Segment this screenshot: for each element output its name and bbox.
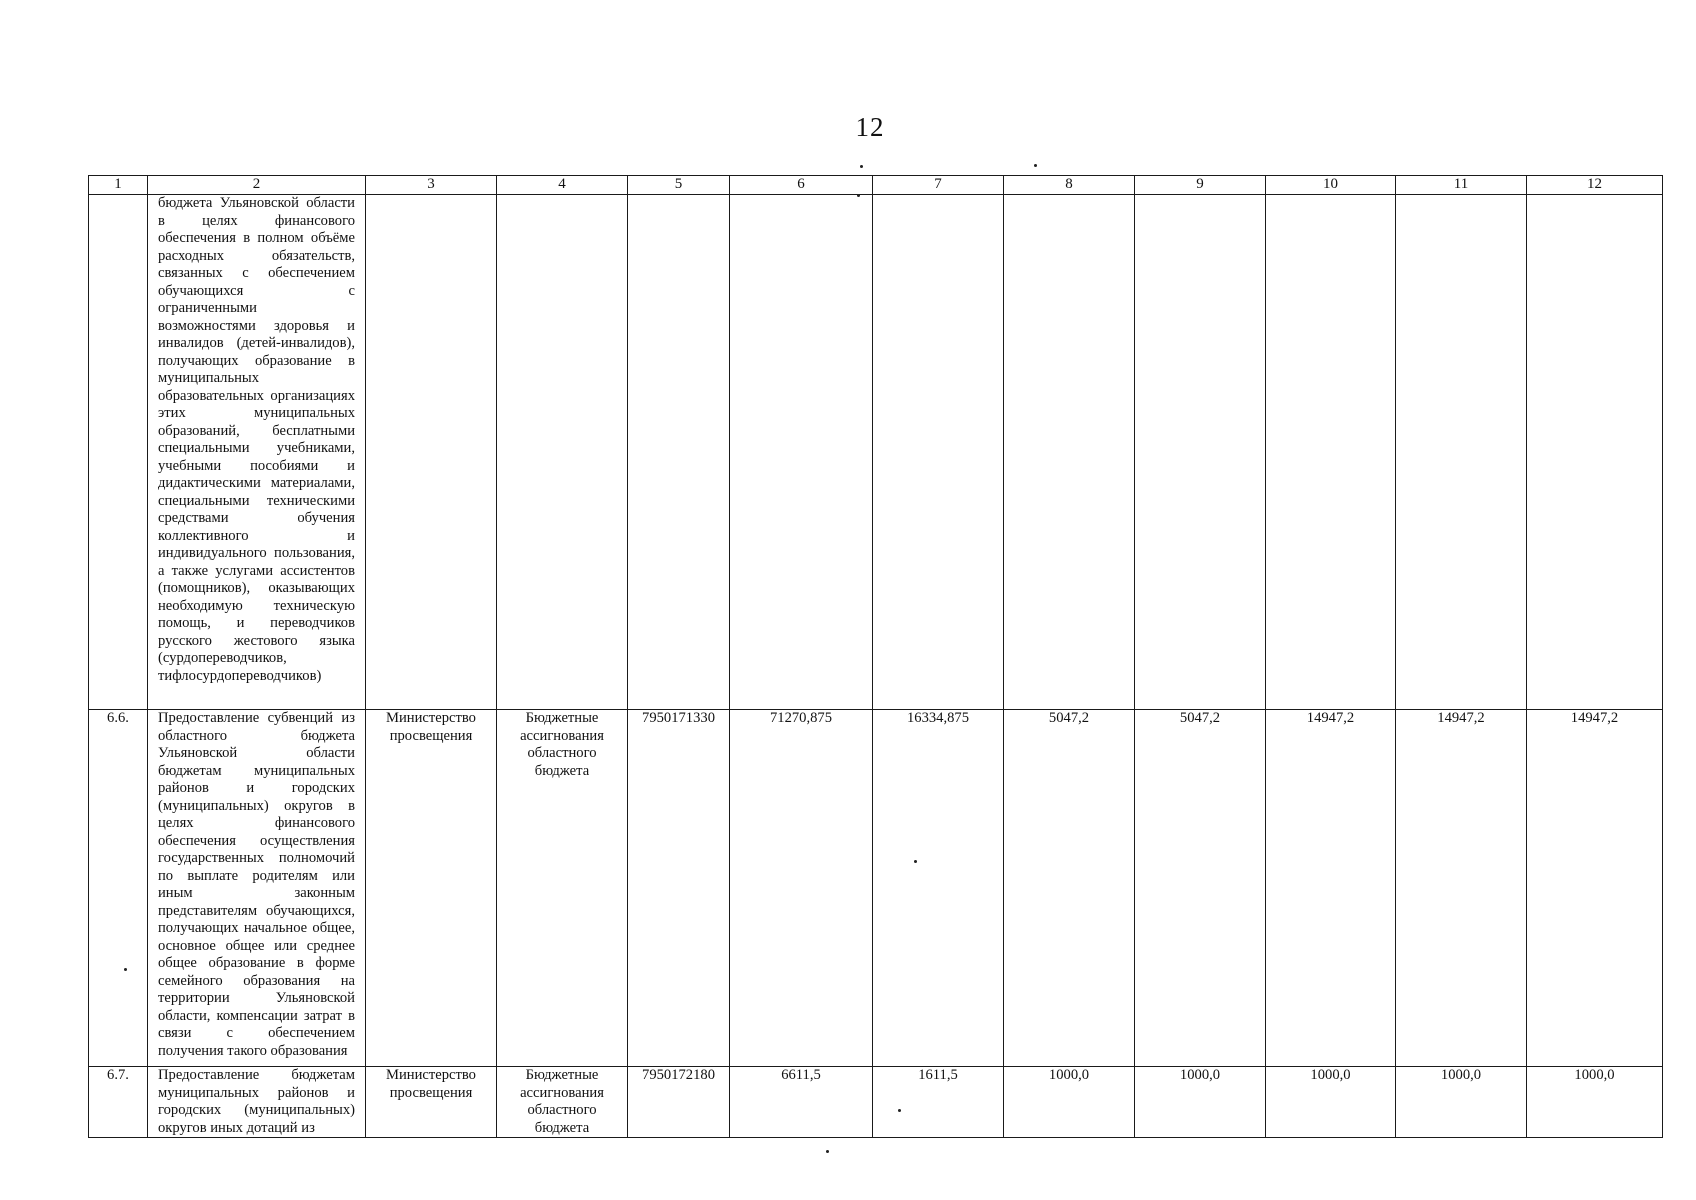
executor-cell [366, 195, 497, 710]
amount-cell: 1000,0 [1004, 1067, 1135, 1138]
budget-code-cell: 7950171330 [628, 710, 730, 1067]
table-row [89, 710, 1663, 1067]
measure-description: бюджета Ульяновской области в целях финансового обеспечения в полном объёме расходных обязательств, связанных с обеспечением обучающихся с ограниченными возможностями здоровья и инвалидов (детей-инвалидов), получающих образование в муниципальных образовательных организациях этих муниципальных образований, бесплатными специальными учебниками, учебными пособиями и дидактическими материалами, специальными техническими средствами обучения коллективного и индивидуального пользования, а также услугами ассистентов (помощников), оказывающих необходимую техническую помощь, и переводчиков русского жестового языка (сурдопереводчиков, тифлосурдопереводчиков) [148, 195, 366, 710]
amount-cell: 14947,2 [1396, 710, 1527, 1067]
amount-cell: 5047,2 [1004, 710, 1135, 1067]
amount-cell: 1000,0 [1396, 1067, 1527, 1138]
funding-source-cell: Бюджетные ассигнования областного бюджета [497, 1067, 628, 1138]
total-amount-cell: 6611,5 [730, 1067, 873, 1138]
executor-cell: Министерство просвещения [366, 710, 497, 1067]
scan-speck [898, 1109, 901, 1112]
column-number: 5 [628, 176, 730, 195]
scan-speck [124, 968, 127, 971]
column-number: 7 [873, 176, 1004, 195]
amount-cell: 1000,0 [1135, 1067, 1266, 1138]
scan-speck [826, 1150, 829, 1153]
amount-cell: 1000,0 [1266, 1067, 1396, 1138]
scan-speck [1034, 164, 1037, 167]
budget-code-cell [628, 195, 730, 710]
column-number: 11 [1396, 176, 1527, 195]
column-number: 1 [89, 176, 148, 195]
column-number: 6 [730, 176, 873, 195]
column-number: 3 [366, 176, 497, 195]
total-amount-cell: 71270,875 [730, 710, 873, 1067]
amount-cell: 5047,2 [1135, 710, 1266, 1067]
funding-source-cell [497, 195, 628, 710]
column-number: 4 [497, 176, 628, 195]
amount-cell [873, 195, 1004, 710]
budget-code-cell: 7950172180 [628, 1067, 730, 1138]
column-number: 2 [148, 176, 366, 195]
scan-speck [857, 194, 860, 197]
row-number: 6.6. [89, 710, 148, 1067]
column-number: 10 [1266, 176, 1396, 195]
scan-speck [914, 860, 917, 863]
scan-speck [860, 165, 863, 168]
amount-cell [1396, 195, 1527, 710]
executor-cell: Министерство просвещения [366, 1067, 497, 1138]
table-row [89, 195, 1663, 710]
amount-cell: 14947,2 [1527, 710, 1663, 1067]
row-number: 6.7. [89, 1067, 148, 1138]
amount-cell: 1611,5 [873, 1067, 1004, 1138]
amount-cell: 14947,2 [1266, 710, 1396, 1067]
amount-cell: 16334,875 [873, 710, 1004, 1067]
budget-table [88, 175, 1663, 1138]
column-numbers-row [89, 176, 1663, 195]
measure-description: Предоставление бюджетам муниципальных районов и городских (муниципальных) округов иных дотаций из [148, 1067, 366, 1138]
row-number [89, 195, 148, 710]
amount-cell [1004, 195, 1135, 710]
amount-cell [1266, 195, 1396, 710]
page-number: 12 [855, 112, 885, 142]
amount-cell: 1000,0 [1527, 1067, 1663, 1138]
column-number: 9 [1135, 176, 1266, 195]
total-amount-cell [730, 195, 873, 710]
column-number: 12 [1527, 176, 1663, 195]
amount-cell [1527, 195, 1663, 710]
table-row [89, 1067, 1663, 1138]
amount-cell [1135, 195, 1266, 710]
column-number: 8 [1004, 176, 1135, 195]
measure-description: Предоставление субвенций из областного бюджета Ульяновской области бюджетам муниципальных районов и городских (муниципальных) округов в целях финансового обеспечения осуществления государственных полномочий по выплате родителям или иным законным представителям обучающихся, получающих начальное общее, основное общее или среднее общее образование в форме семейного образования на территории Ульяновской области, компенсации затрат в связи с обеспечением получения такого образования [148, 710, 366, 1067]
funding-source-cell: Бюджетные ассигнования областного бюджета [497, 710, 628, 1067]
